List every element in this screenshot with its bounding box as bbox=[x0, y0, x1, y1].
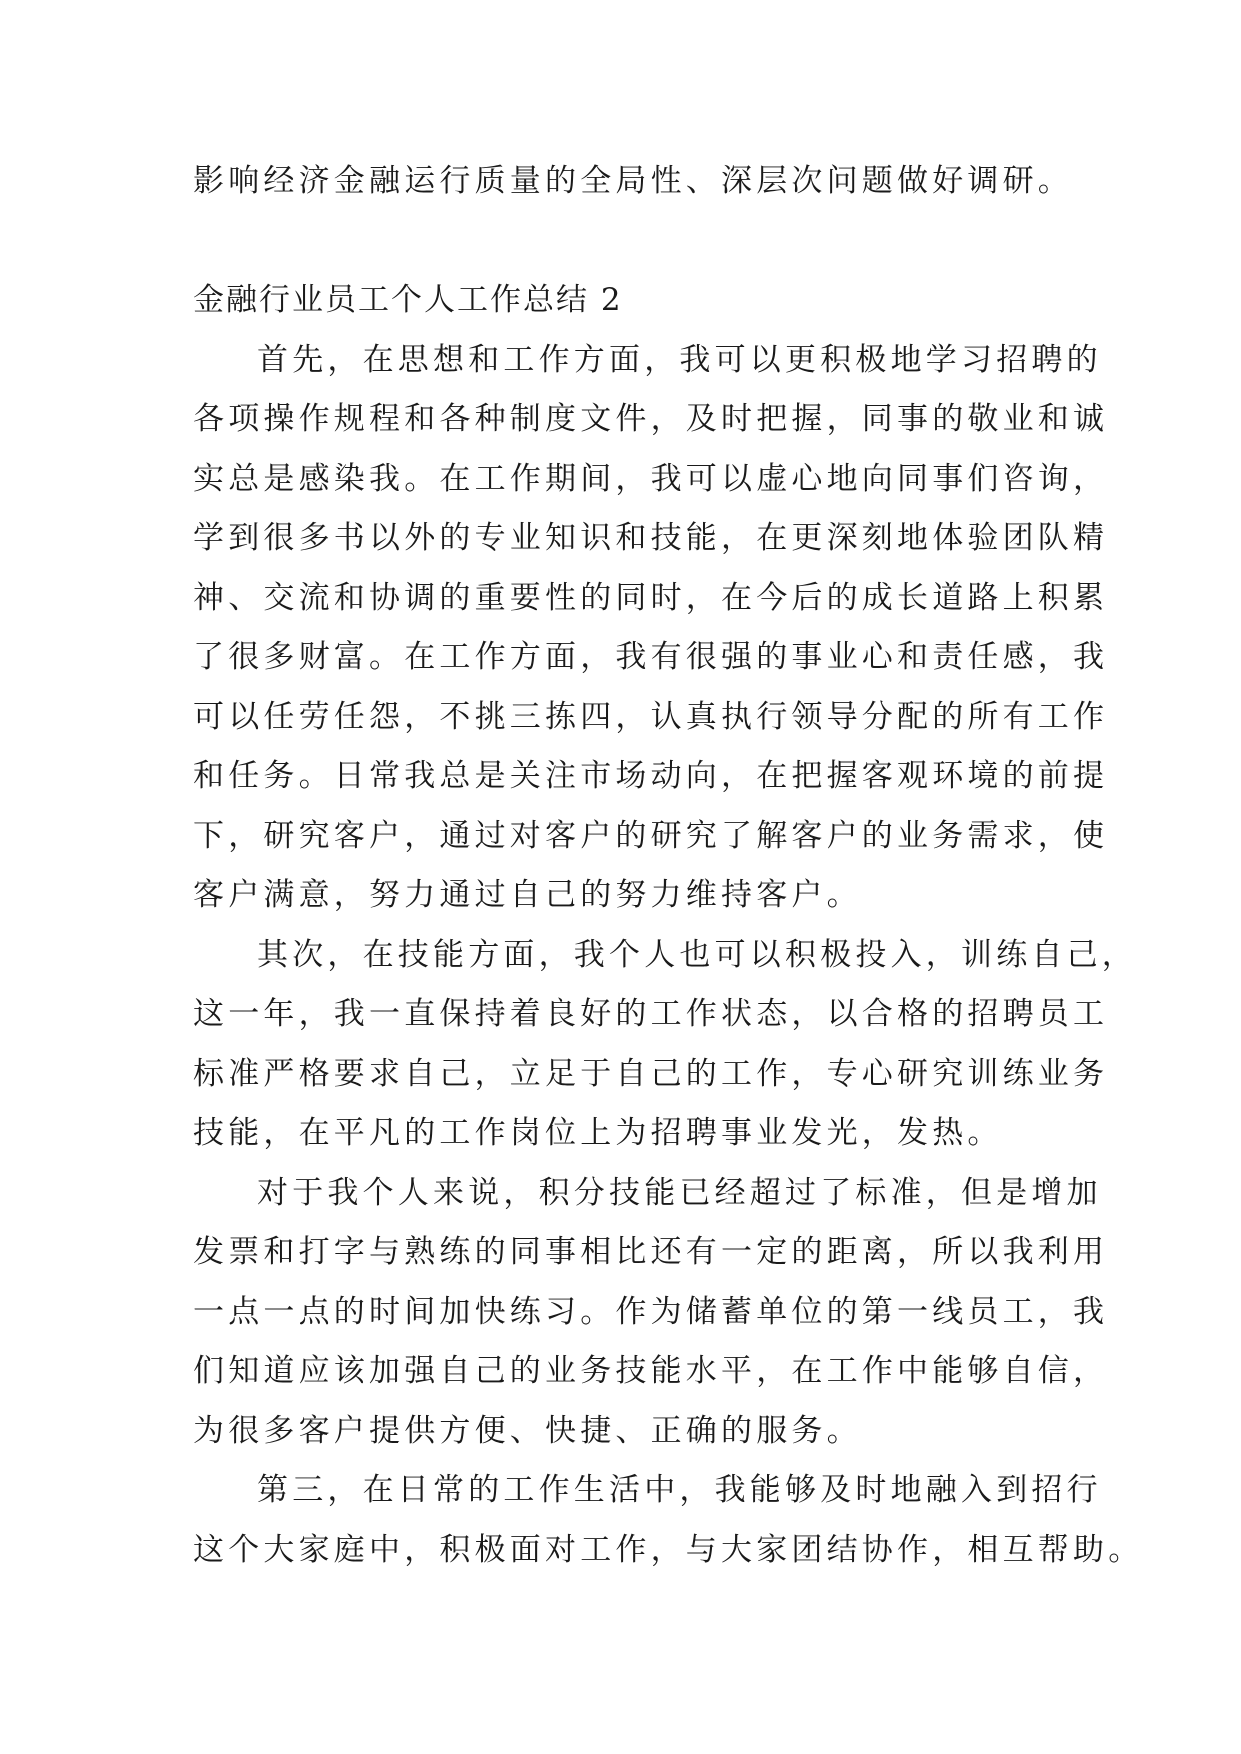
paragraph-line: 第三，在日常的工作生活中，我能够及时地融入到招行 bbox=[257, 1472, 1102, 1508]
paragraph-line: 为很多客户提供方便、快捷、正确的服务。 bbox=[193, 1412, 862, 1449]
paragraph-line: 和任务。日常我总是关注市场动向，在把握客观环境的前提 bbox=[193, 758, 1109, 794]
document-body bbox=[193, 152, 1144, 1580]
paragraph-line: 首先，在思想和工作方面，我可以更积极地学习招聘的 bbox=[257, 341, 1102, 378]
paragraph-line: 下，研究客户，通过对客户的研究了解客户的业务需求，使 bbox=[193, 817, 1109, 854]
paragraph-1 bbox=[193, 331, 1109, 926]
paragraph-line: 实总是感染我。在工作期间，我可以虚心地向同事们咨询， bbox=[193, 460, 1109, 497]
paragraph-2 bbox=[193, 926, 1137, 1164]
paragraph-line: 对于我个人来说，积分技能已经超过了标准，但是增加 bbox=[257, 1174, 1102, 1211]
section-title: 金融行业员工个人工作总结 2 bbox=[193, 282, 623, 318]
paragraph-line: 各项操作规程和各种制度文件，及时把握，同事的敬业和诚 bbox=[193, 401, 1109, 437]
intro-line: 影响经济金融运行质量的全局性、深层次问题做好调研。 bbox=[193, 163, 1073, 199]
paragraph-line: 可以任劳任怨，不挑三拣四，认真执行领导分配的所有工作 bbox=[193, 698, 1109, 735]
paragraph-line: 其次，在技能方面，我个人也可以积极投入，训练自己， bbox=[257, 936, 1137, 973]
paragraph-line: 这个大家庭中，积极面对工作，与大家团结协作，相互帮助。 bbox=[193, 1531, 1144, 1568]
paragraph-3 bbox=[193, 1164, 1109, 1462]
paragraph-line: 发票和打字与熟练的同事相比还有一定的距离，所以我利用 bbox=[193, 1234, 1109, 1270]
paragraph-line: 神、交流和协调的重要性的同时，在今后的成长道路上积累 bbox=[193, 579, 1109, 616]
paragraph-line: 学到很多书以外的专业知识和技能，在更深刻地体验团队精 bbox=[193, 520, 1109, 556]
paragraph-line: 技能，在平凡的工作岗位上为招聘事业发光，发热。 bbox=[193, 1115, 1003, 1151]
paragraph-line: 一点一点的时间加快练习。作为储蓄单位的第一线员工，我 bbox=[193, 1293, 1109, 1330]
paragraph-line: 们知道应该加强自己的业务技能水平，在工作中能够自信， bbox=[193, 1353, 1109, 1389]
paragraph-line: 标准严格要求自己，立足于自己的工作，专心研究训练业务 bbox=[193, 1055, 1109, 1092]
paragraph-4 bbox=[193, 1461, 1144, 1580]
paragraph-line: 这一年，我一直保持着良好的工作状态，以合格的招聘员工 bbox=[193, 996, 1109, 1032]
paragraph-line: 客户满意，努力通过自己的努力维持客户。 bbox=[193, 877, 862, 913]
blank-line bbox=[193, 212, 1061, 272]
paragraph-line: 了很多财富。在工作方面，我有很强的事业心和责任感，我 bbox=[193, 639, 1109, 675]
